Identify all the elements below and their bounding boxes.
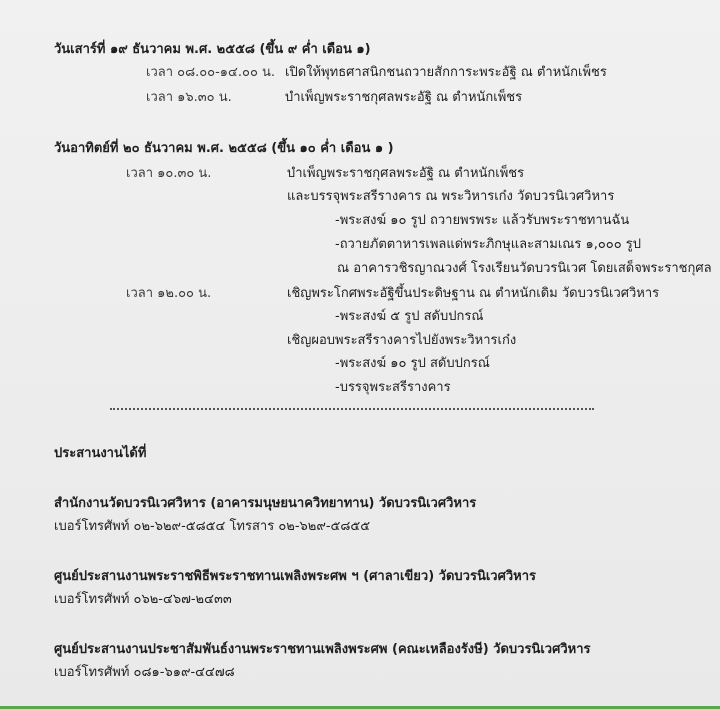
day2-line2-1: เชิญพระโกศพระอัฐิขึ้นประดิษฐาน ณ ตำหนักเดิม วัดบวรนิเวศวิหาร bbox=[287, 286, 660, 301]
contact-heading: ประสานงานได้ที่ bbox=[54, 446, 147, 461]
contact3-name: ศูนย์ประสานงานประชาสัมพันธ์งานพระราชทานเพลิงพระศพ (คณะเหลืองรังษี) วัดบวรนิเวศวิหาร bbox=[54, 642, 591, 657]
dotted-divider bbox=[110, 408, 594, 410]
contact2-phone: เบอร์โทรศัพท์ ๐๖๒-๔๖๗-๒๔๓๓ bbox=[54, 592, 232, 607]
day2-line1-2: และบรรจุพระสรีรางคาร ณ พระวิหารเก๋ง วัดบวรนิเวศวิหาร bbox=[287, 189, 615, 204]
day2-line1-1: บำเพ็ญพระราชกุศลพระอัฐิ ณ ตำหนักเพ็ชร bbox=[287, 166, 525, 181]
day2-heading: วันอาทิตย์ที่ ๒๐ ธันวาคม พ.ศ. ๒๕๕๘ (ขึ้น ๑๐ ค่ำ เดือน ๑ ) bbox=[54, 141, 394, 156]
day2-line1-3: -พระสงฆ์ ๑๐ รูป ถวายพรพระ แล้วรับพระราชทานฉัน bbox=[335, 213, 630, 228]
day2-line1-5: ณ อาคารวชิรญาณวงศ์ โรงเรียนวัดบวรนิเวศ โดยเสด็จพระราชกุศล bbox=[337, 261, 712, 276]
day2-line1-4: -ถวายภัตตาหารเพลแด่พระภิกษุและสามเณร ๑,๐๐๐ รูป bbox=[335, 237, 642, 252]
contact1-phone: เบอร์โทรศัพท์ ๐๒-๖๒๙-๕๘๕๔ โทรสาร ๐๒-๖๒๙-๕๘๕๕ bbox=[54, 519, 371, 534]
day1-row1-time: เวลา ๐๘.๐๐-๑๔.๐๐ น. bbox=[146, 65, 276, 80]
contact2-name: ศูนย์ประสานงานพระราชพิธีพระราชทานเพลิงพระศพ ฯ (ศาลาเขียว) วัดบวรนิเวศวิหาร bbox=[54, 569, 536, 584]
day1-heading: วันเสาร์ที่ ๑๙ ธันวาคม พ.ศ. ๒๕๕๘ (ขึ้น ๙ ค่ำ เดือน ๑) bbox=[54, 42, 371, 57]
contact1-name: สำนักงานวัดบวรนิเวศวิหาร (อาคารมนุษยนาควิทยาทาน) วัดบวรนิเวศวิหาร bbox=[54, 496, 477, 511]
day2-line2-2: -พระสงฆ์ ๕ รูป สดับปกรณ์ bbox=[335, 309, 484, 324]
day2-time1: เวลา ๑๐.๓๐ น. bbox=[126, 166, 212, 181]
day2-line2-3: เชิญผอบพระสรีรางคารไปยังพระวิหารเก๋ง bbox=[287, 333, 517, 348]
contact3-phone: เบอร์โทรศัพท์ ๐๘๑-๖๑๙-๔๔๗๘ bbox=[54, 665, 235, 680]
day2-line2-4: -พระสงฆ์ ๑๐ รูป สดับปกรณ์ bbox=[335, 356, 490, 371]
day1-row2-desc: บำเพ็ญพระราชกุศลพระอัฐิ ณ ตำหนักเพ็ชร bbox=[285, 90, 523, 105]
day1-row1-desc: เปิดให้พุทธศาสนิกชนถวายสักการะพระอัฐิ ณ ตำหนักเพ็ชร bbox=[285, 65, 607, 80]
day2-line2-5: -บรรจุพระสรีรางคาร bbox=[335, 380, 451, 395]
day1-row2-time: เวลา ๑๖.๓๐ น. bbox=[146, 90, 232, 105]
day2-time2: เวลา ๑๒.๐๐ น. bbox=[126, 286, 212, 301]
